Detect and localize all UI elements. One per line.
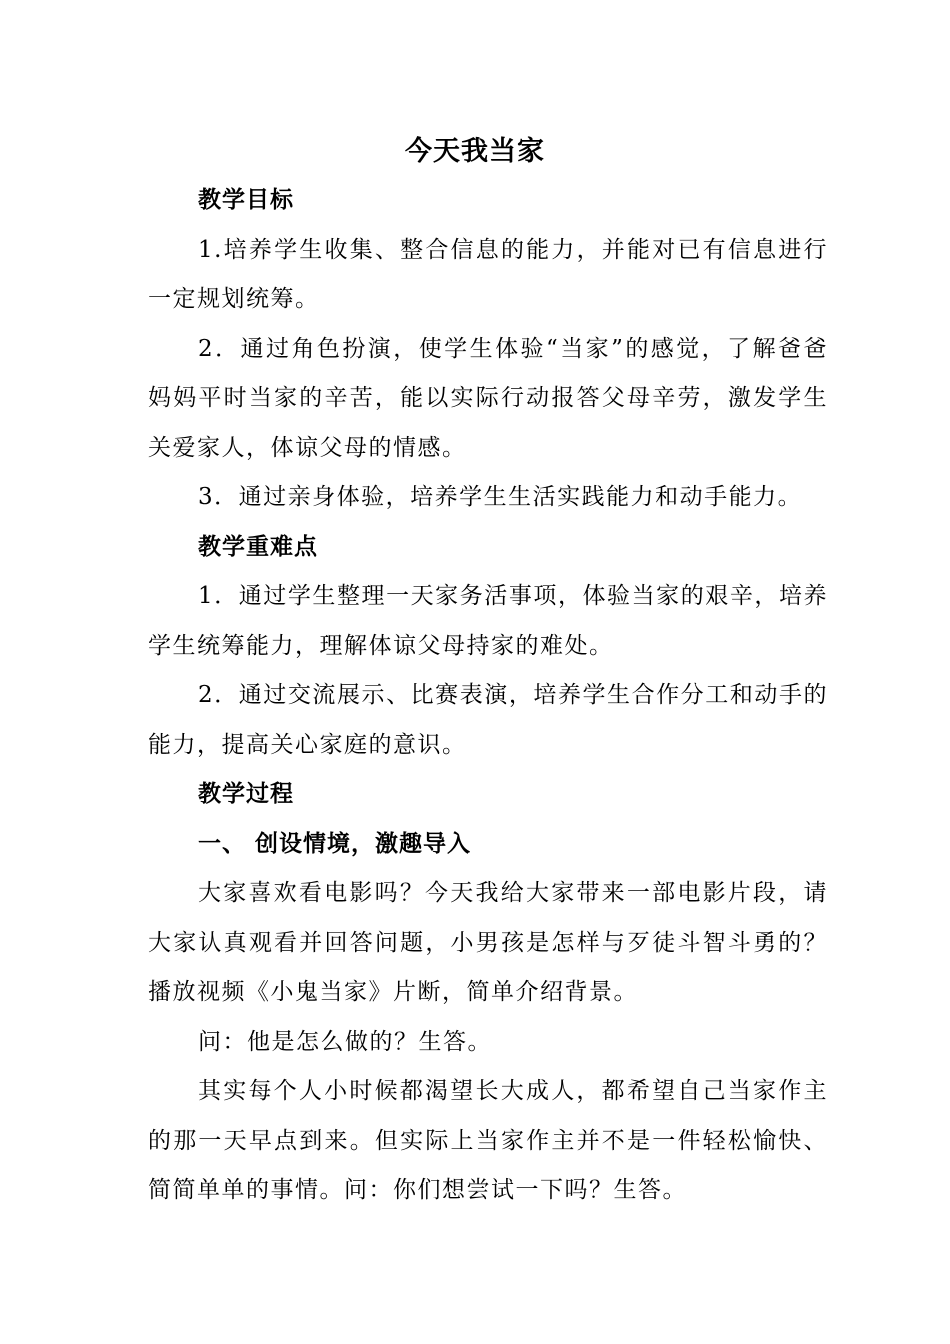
paragraph: 1．通过学生整理一天家务活事项，体验当家的艰辛，培养学生统筹能力，理解体谅父母持家的难处。 <box>148 583 828 659</box>
paragraph: 大家喜欢看电影吗？今天我给大家带来一部电影片段，请大家认真观看并回答问题，小男孩是怎样与歹徒斗智斗勇的？播放视频《小鬼当家》片断，简单介绍背景。 <box>148 880 828 1005</box>
document-body <box>148 176 828 1216</box>
paragraph: 3．通过亲身体验，培养学生生活实践能力和动手能力。 <box>198 484 803 510</box>
paragraph: 其实每个人小时候都渴望长大成人，都希望自己当家作主的那一天早点到来。但实际上当家作主并不是一件轻松愉快、简简单单的事情。问：你们想尝试一下吗？生答。 <box>148 1078 828 1203</box>
paragraph: 2．通过交流展示、比赛表演，培养学生合作分工和动手的能力，提高关心家庭的意识。 <box>148 682 828 758</box>
document-title: 今天我当家 <box>405 136 545 167</box>
paragraph: 问：他是怎么做的？生答。 <box>198 1028 492 1055</box>
paragraph: 2．通过角色扮演，使学生体验“当家”的感觉，了解爸爸妈妈平时当家的辛苦，能以实际行动报答父母辛劳，激发学生关爱家人，体谅父母的情感。 <box>148 335 828 461</box>
section-heading-teaching-process: 教学过程 <box>198 781 294 807</box>
subsection-heading-introduction: 一、 创设情境，激趣导入 <box>198 830 472 857</box>
section-heading-teaching-goals: 教学目标 <box>198 187 294 213</box>
paragraph: 1.培养学生收集、整合信息的能力，并能对已有信息进行一定规划统筹。 <box>148 236 828 312</box>
section-heading-key-difficulties: 教学重难点 <box>198 533 318 560</box>
